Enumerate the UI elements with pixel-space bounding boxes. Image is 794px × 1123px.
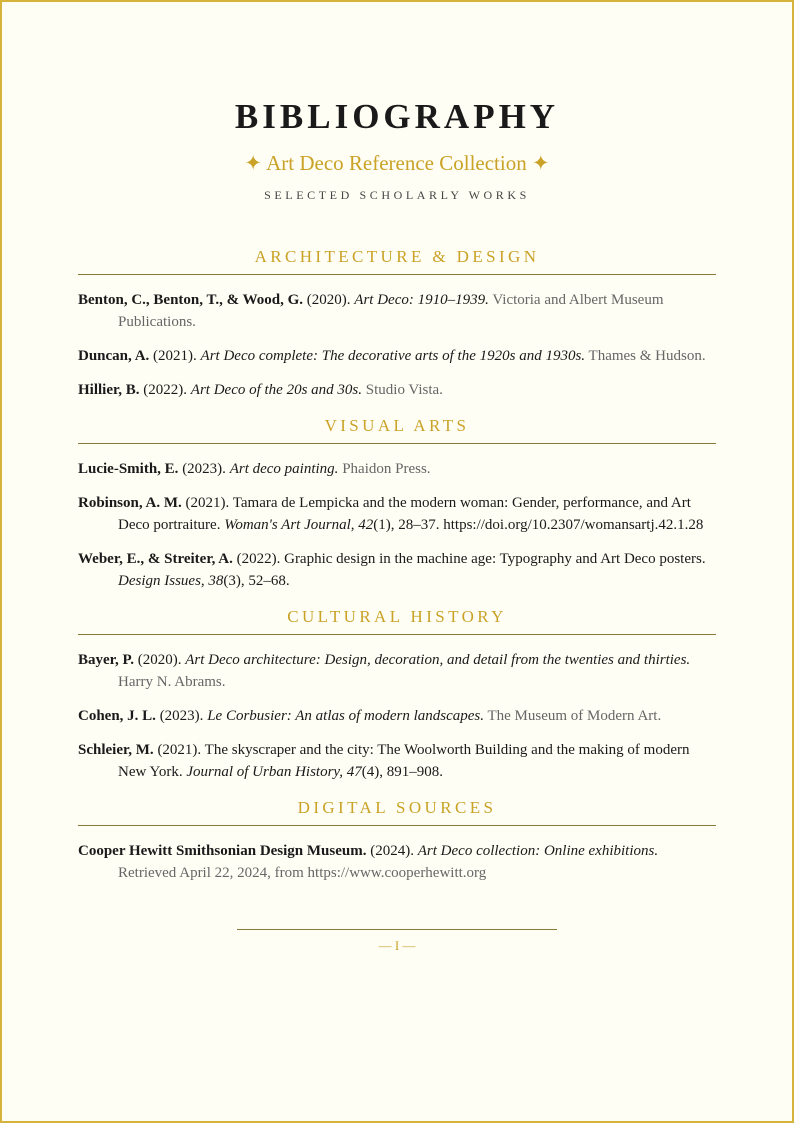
entry-publisher: Studio Vista. (362, 382, 443, 398)
entry-details: (3), 52–68. (223, 573, 290, 589)
bibliography-entry (78, 840, 716, 884)
entry-list (78, 635, 716, 783)
entry-author: Cohen, J. L. (78, 708, 156, 724)
entry-article-title: Tamara de Lempicka and the modern woman: Gender, performance, and Art Deco portraiture. (118, 495, 691, 533)
entry-list (78, 275, 716, 401)
entry-author: Duncan, A. (78, 348, 150, 364)
page-title: BIBLIOGRAPHY (234, 97, 560, 136)
bibliography-entry (78, 345, 716, 367)
entry-title: Art Deco of the 20s and 30s. (190, 382, 363, 398)
header (2, 2, 792, 203)
bibliography-entry (78, 289, 716, 333)
entry-journal: Journal of Urban History, 47 (186, 764, 362, 780)
section-title: CULTURAL HISTORY (78, 604, 716, 635)
entry-publisher: The Museum of Modern Art. (484, 708, 662, 724)
section-3 (78, 795, 716, 884)
entry-article-title: Graphic design in the machine age: Typography and Art Deco posters. (284, 551, 706, 567)
bibliography-entry (78, 739, 716, 783)
page-number: — I — (378, 938, 416, 953)
subtitle: ✦ Art Deco Reference Collection ✦ (244, 151, 550, 175)
entry-year: (2021). (149, 348, 201, 364)
bibliography-entry (78, 649, 716, 693)
entry-list (78, 444, 716, 592)
bibliography-entry (78, 548, 716, 592)
section-title: DIGITAL SOURCES (78, 795, 716, 826)
entry-article-title: The skyscraper and the city: The Woolworth Building and the making of modern New York. (118, 742, 690, 780)
entry-year: (2023). (155, 708, 208, 724)
entry-title: Art Deco architecture: Design, decoration, and detail from the twenties and thirties. (185, 652, 691, 668)
entry-year: (2020). (133, 652, 186, 668)
entry-publisher: Harry N. Abrams. (118, 674, 226, 690)
entry-year: (2022). (232, 551, 285, 567)
page-footer (237, 929, 557, 954)
entry-author: Cooper Hewitt Smithsonian Design Museum. (78, 843, 367, 859)
entry-title: Art Deco collection: Online exhibitions. (417, 843, 659, 859)
entry-publisher: Phaidon Press. (338, 461, 431, 477)
entry-author: Bayer, P. (78, 652, 134, 668)
section-2 (78, 604, 716, 783)
entry-author: Lucie-Smith, E. (78, 461, 179, 477)
entry-publisher: Victoria and Albert Museum Publications. (118, 292, 664, 330)
bibliography-entry (78, 492, 716, 536)
entry-title: Art Deco: 1910–1939. (354, 292, 489, 308)
bibliography-entry (78, 379, 716, 401)
entry-publisher: Retrieved April 22, 2024, from https://www.cooperhewitt.org (118, 865, 487, 881)
section-title: VISUAL ARTS (78, 413, 716, 444)
entry-year: (2024). (366, 843, 418, 859)
entry-year: (2021). (153, 742, 205, 758)
entry-title: Le Corbusier: An atlas of modern landscapes. (207, 708, 484, 724)
section-0 (78, 244, 716, 401)
bibliography-entry (78, 705, 716, 727)
entry-details: (1), 28–37. https://doi.org/10.2307/womansartj.42.1.28 (373, 517, 704, 533)
entry-journal: Design Issues, 38 (118, 573, 224, 589)
entry-list (78, 826, 716, 884)
entry-title: Art Deco complete: The decorative arts of the 1920s and 1930s. (200, 348, 586, 364)
section-1 (78, 413, 716, 592)
section-title: ARCHITECTURE & DESIGN (78, 244, 716, 275)
entry-author: Robinson, A. M. (78, 495, 182, 511)
entry-author: Schleier, M. (78, 742, 154, 758)
bibliography-entry (78, 458, 716, 480)
entry-year: (2021). (181, 495, 233, 511)
entry-year: (2020). (303, 292, 355, 308)
entry-title: Art deco painting. (229, 461, 339, 477)
entry-details: (4), 891–908. (361, 764, 444, 780)
entry-journal: Woman's Art Journal, 42 (224, 517, 374, 533)
entry-year: (2023). (178, 461, 230, 477)
entry-author: Weber, E., & Streiter, A. (78, 551, 233, 567)
bibliography-content (78, 238, 716, 896)
entry-author: Benton, C., Benton, T., & Wood, G. (78, 292, 304, 308)
entry-year: (2022). (139, 382, 191, 398)
entry-author: Hillier, B. (78, 382, 140, 398)
tagline: SELECTED SCHOLARLY WORKS (264, 188, 530, 202)
entry-publisher: Thames & Hudson. (585, 348, 706, 364)
